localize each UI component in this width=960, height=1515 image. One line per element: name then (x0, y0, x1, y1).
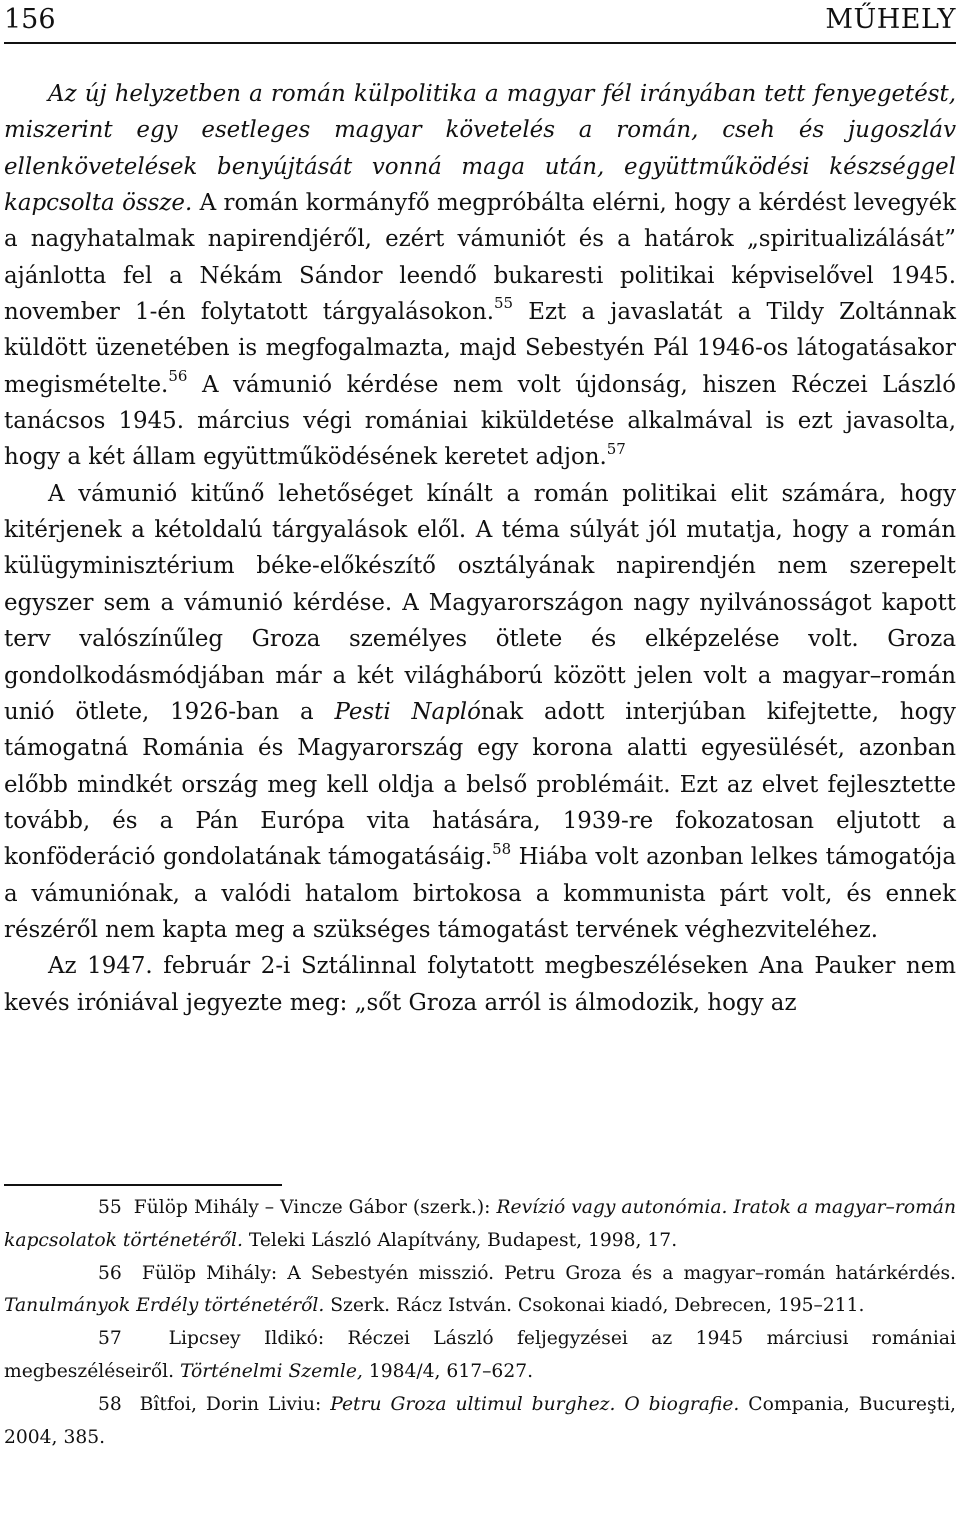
page-number: 156 (4, 4, 56, 35)
text-run: Teleki László Alapítvány, Budapest, 1998, 17. (242, 1229, 678, 1251)
footnote-divider (4, 1184, 282, 1186)
text-run: A vámunió kitűnő lehetőséget kínált a román politikai elit számára, hogy kitérjenek a kétoldalú tárgyalások elől. A téma súlyát jól mutatja, hogy a román külügyminisztérium béke-előkészítő osztályának napirendjén nem szerepelt egyszer sem a vámunió kérdése. A Magyarországon nagy nyilvánosságot kapott terv valószínűleg Groza személyes ötlete és elképzelése volt. Groza gondolkodásmódjában már a két világháború között jelen volt a magyar–román unió ötlete, 1926-ban a (4, 480, 956, 725)
paragraph-1 (4, 76, 956, 476)
text-run: nak adott interjúban kifejtette, hogy támogatná Románia és Magyarország egy korona alatti egyesülését, azonban előbb mindkét ország meg kell oldja a belső problémáit. Ezt az elvet fejlesztette tovább, és a Pán Európa vita hatására, 1939-re fokozatosan eljutott a konföderáció gondolatának támogatásáig. (4, 698, 956, 871)
page-header (4, 2, 956, 44)
text-run: A román kormányfő megpróbálta elérni, hogy a kérdést levegyék a nagyhatalmak napirendjéről, ezért vámuniót és a határok „spiritualizálását” ajánlotta fel a Nékám Sándor leendő bukaresti politikai képviselővel 1945. november 1-én folytatott tárgyalásokon. (4, 190, 956, 326)
text-run: 1984/4, 617–627. (362, 1360, 534, 1382)
text-run: Szerk. Rácz István. Csokonai kiadó, Debrecen, 195–211. (324, 1295, 865, 1317)
text-run: Bîtfoi, Dorin Liviu: (139, 1393, 331, 1415)
italic-title: Tanulmányok Erdély történetéről. (4, 1295, 325, 1317)
footnote-number: 55 (98, 1197, 122, 1218)
footnotes (4, 1192, 956, 1454)
text-run: Compania, Bucureşti, 2004, 385. (4, 1393, 956, 1448)
italic-title: Petru Groza ultimul burghez. O biografie. (330, 1393, 740, 1415)
footnote-56 (4, 1258, 956, 1324)
footnote-55 (4, 1192, 956, 1258)
footnote-number: 58 (98, 1393, 122, 1415)
italic-title: Pesti Napló (334, 698, 481, 725)
running-head: MŰHELY (825, 4, 956, 35)
footnote-57 (4, 1323, 956, 1389)
footnote-58 (4, 1389, 956, 1455)
footnote-ref-56[interactable]: 56 (168, 367, 188, 386)
paragraph-3: Az 1947. február 2-i Sztálinnal folytatott megbeszéléseken Ana Pauker nem kevés iróniával jegyezte meg: „sőt Groza arról is álmodozik, hogy az (4, 953, 956, 1016)
footnote-number: 56 (98, 1262, 122, 1284)
footnote-ref-57[interactable]: 57 (606, 439, 626, 458)
paragraph-2 (4, 476, 956, 948)
italic-intro: Az új helyzetben a román külpolitika a magyar fél irányában tett fenyegetést, miszerint egy esetleges magyar követelés a román, cseh és jugoszláv ellenkövetelések benyújtását vonná maga után, együttműködési készséggel kapcsolta össze. (4, 81, 956, 217)
footnote-ref-55[interactable]: 55 (493, 294, 514, 313)
text-run: Hiába volt azonban lelkes támogatója a vámuniónak, a valódi hatalom birtokosa a kommunista párt volt, és ennek részéről nem kapta meg a szükséges támogatást tervének véghezviteléhez. (4, 844, 956, 943)
text-run: Fülöp Mihály: A Sebestyén misszió. Petru Groza és a magyar–román határkérdés. (141, 1262, 956, 1284)
text-run: A vámunió kérdése nem volt újdonság, hiszen Réczei László tanácsos 1945. március végi romániai kiküldetése alkalmával is ezt javasolta, hogy a két állam együttműködésének keretet adjon. (4, 371, 956, 471)
text-run: Fülöp Mihály – Vincze Gábor (szerk.): (133, 1197, 497, 1218)
footnote-number: 57 (98, 1328, 122, 1350)
main-text (4, 76, 956, 1021)
italic-title: Történelmi Szemle, (179, 1360, 363, 1382)
footnote-ref-58[interactable]: 58 (492, 839, 512, 858)
text-run: Lipcsey Ildikó: Réczei László feljegyzései az 1945 márciusi romániai megbeszéléseiről. (4, 1328, 956, 1382)
italic-title: Revízió vagy autonómia. Iratok a magyar–román kapcsolatok történetéről. (4, 1197, 956, 1251)
text-run: Ezt a javaslatát a Tildy Zoltánnak küldött üzenetében is megfogalmazta, majd Sebestyén Pál 1946-os látogatásakor megismételte. (4, 299, 957, 398)
